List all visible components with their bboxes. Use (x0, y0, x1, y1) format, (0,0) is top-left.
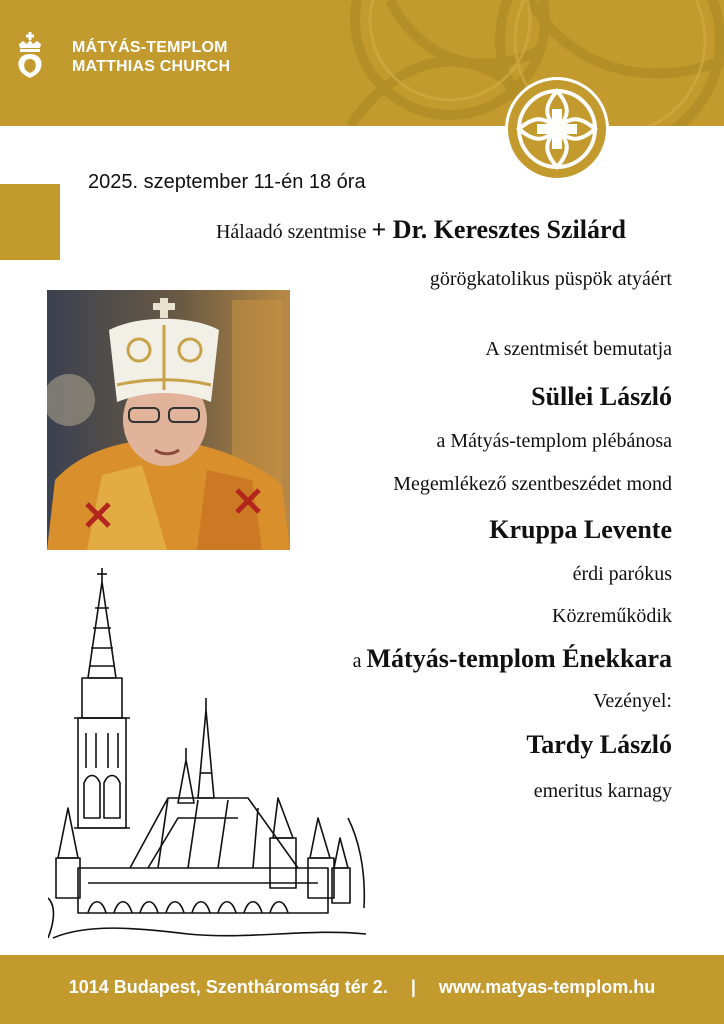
event-datetime: 2025. szeptember 11-én 18 óra (88, 171, 366, 193)
choir-line (353, 644, 672, 674)
conductor-name: Tardy László (526, 730, 672, 759)
homilist-name: Kruppa Levente (489, 515, 672, 544)
honoree-title: görögkatolikus püspök atyáért (429, 268, 672, 290)
participation-intro: Közreműködik (552, 605, 672, 627)
honoree-name: + Dr. Keresztes Szilárd (371, 215, 626, 244)
brand-name (72, 38, 230, 76)
celebrant-role: a Mátyás-templom plébánosa (436, 430, 672, 452)
accent-square (0, 184, 60, 260)
conductor-role: emeritus karnagy (533, 780, 672, 802)
header-banner (0, 0, 724, 126)
footer-bar (0, 955, 724, 1024)
footer-separator: | (410, 977, 416, 997)
mass-title (216, 215, 626, 245)
celebrant-intro: A szentmisét bemutatja (485, 338, 672, 360)
choir-prefix: a (352, 650, 362, 672)
brand-line-english: MATTHIAS CHURCH (72, 58, 231, 75)
celebrant-name: Süllei László (531, 382, 672, 411)
matthias-church-sketch (48, 568, 370, 944)
conductor-intro: Vezényel: (593, 690, 672, 712)
cross-rosette-emblem-icon (504, 76, 610, 182)
footer-content (0, 977, 724, 998)
footer-address: 1014 Budapest, Szentháromság tér 2. (68, 977, 388, 997)
footer-website-link[interactable]: www.matyas-templom.hu (438, 977, 656, 997)
bishop-portrait (47, 290, 290, 550)
mass-prefix: Hálaadó szentmise (215, 221, 367, 243)
homilist-role: érdi parókus (572, 563, 672, 585)
brand-line-hungarian: MÁTYÁS-TEMPLOM (72, 39, 228, 56)
church-crown-logo-icon (14, 32, 46, 80)
choir-name: Mátyás-templom Énekkara (366, 644, 672, 673)
homily-intro: Megemlékező szentbeszédet mond (393, 473, 672, 495)
